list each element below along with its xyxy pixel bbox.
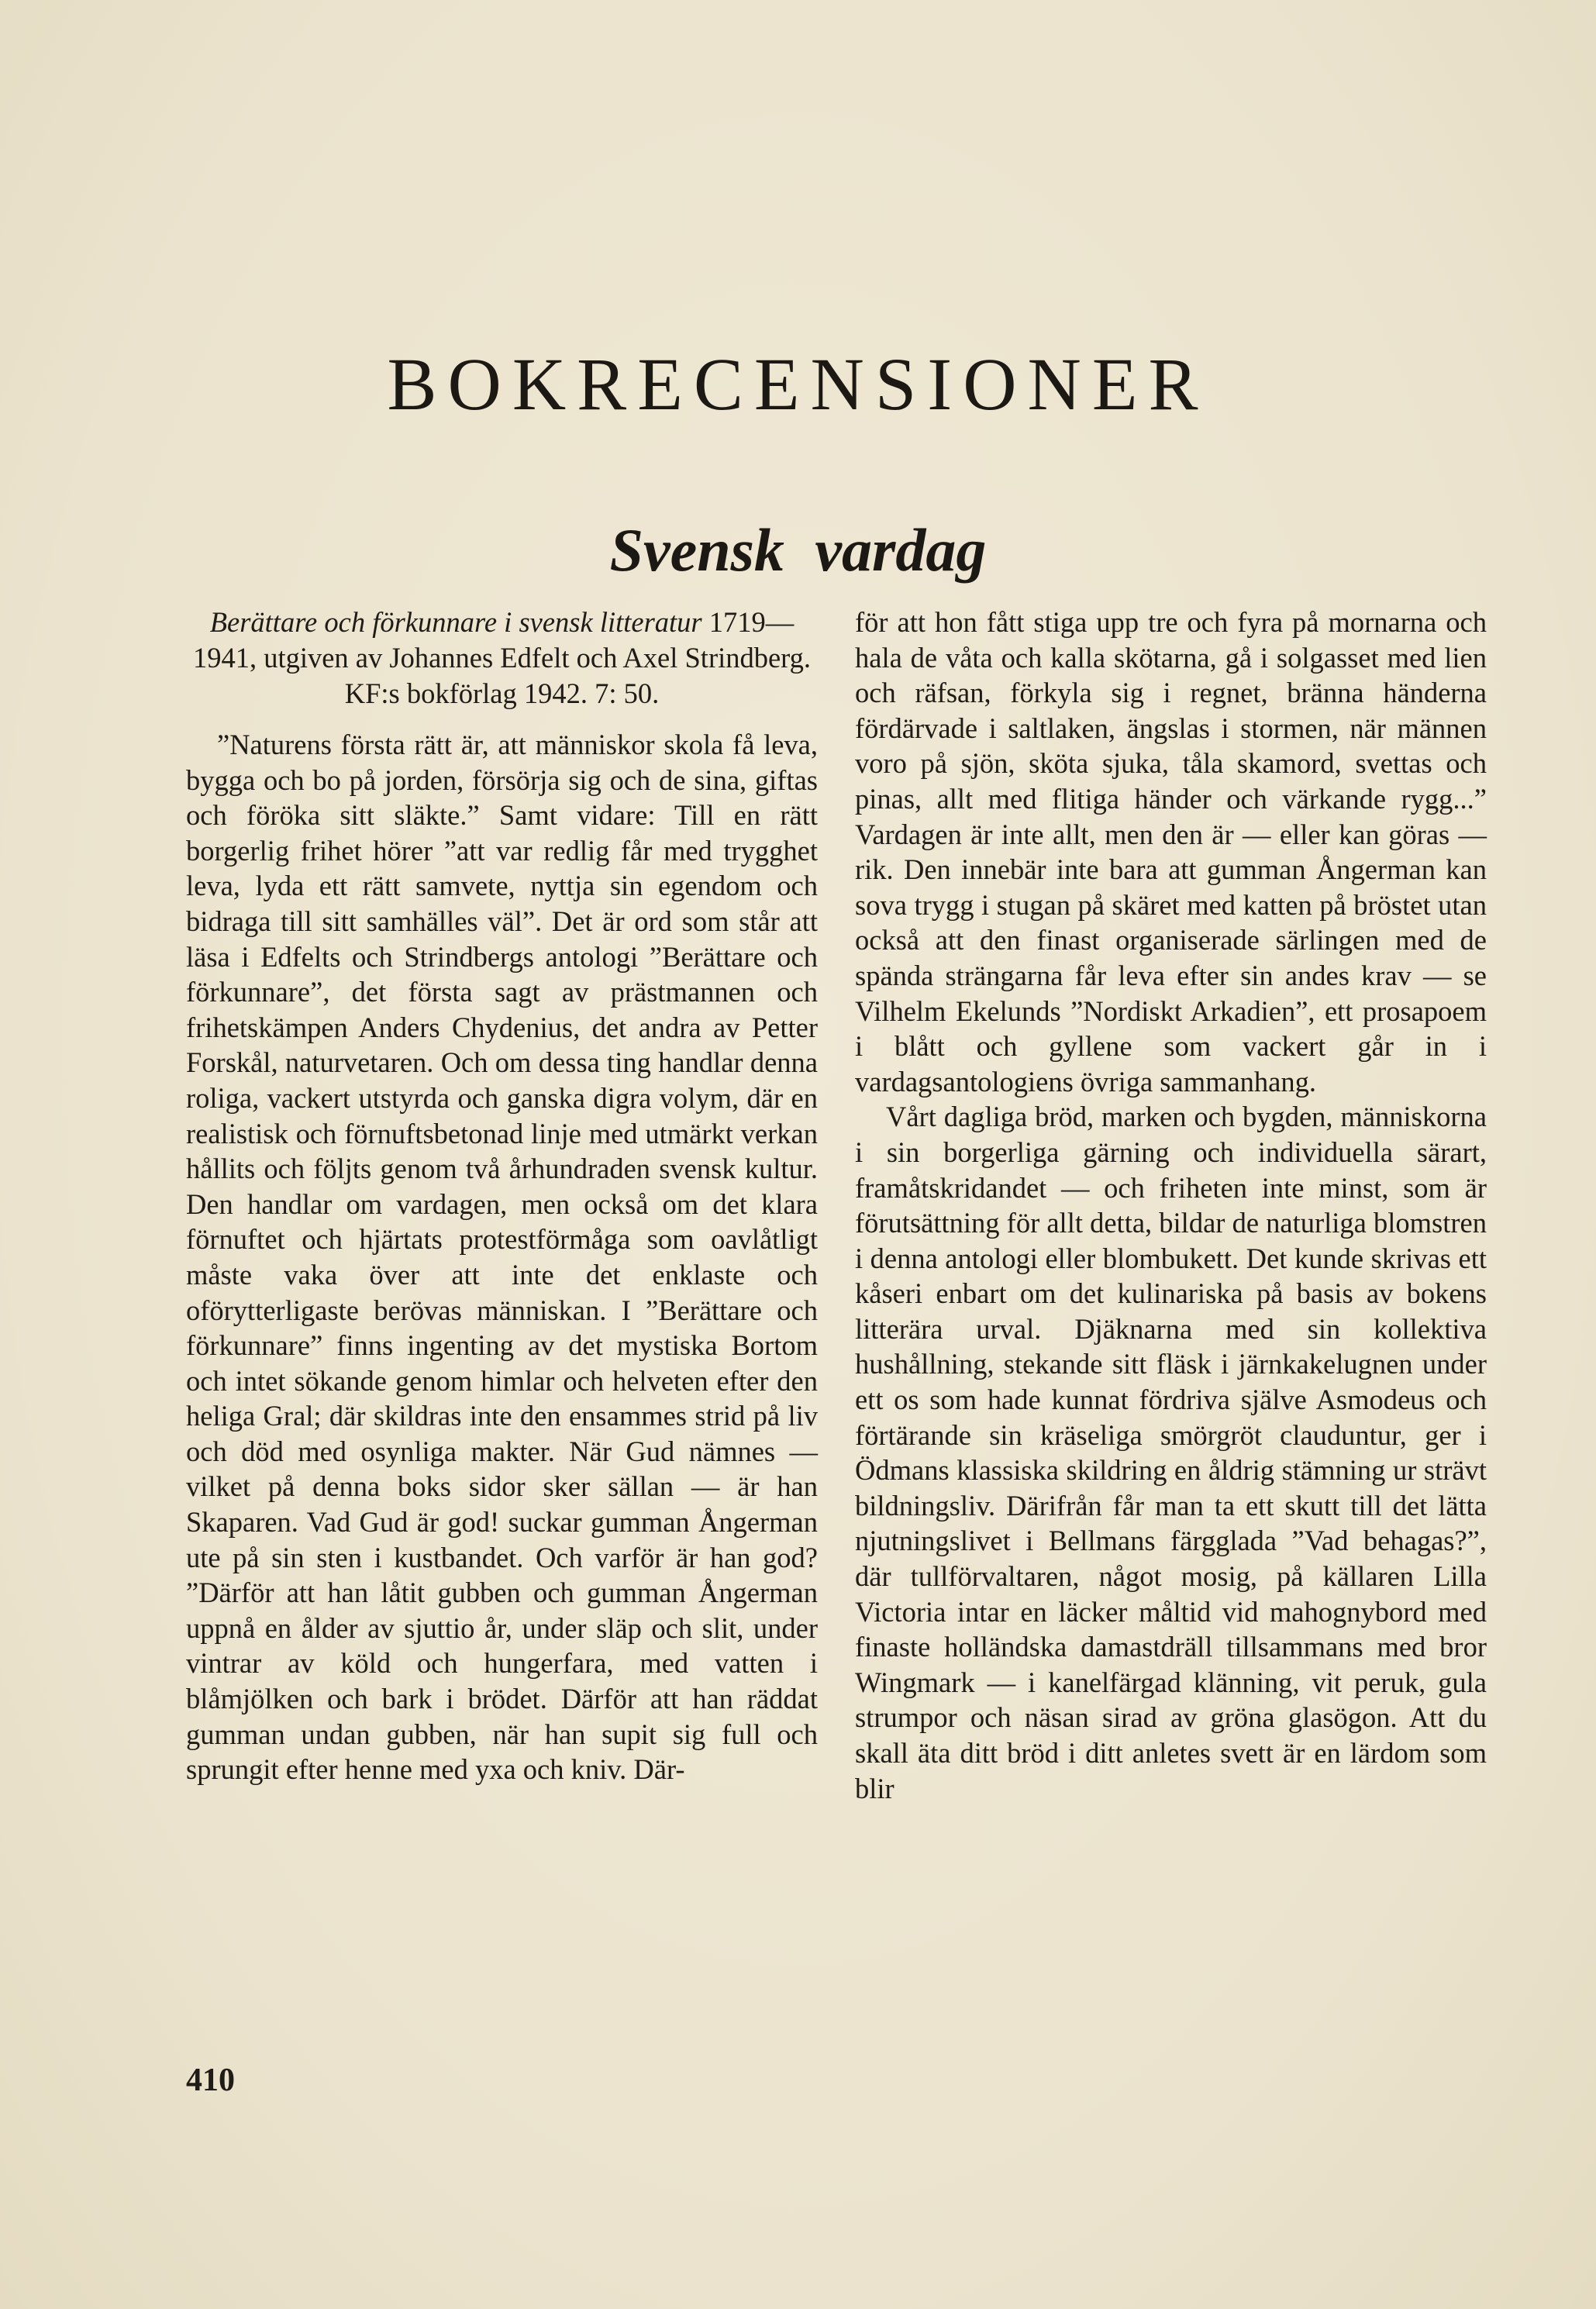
page-number: 410: [186, 2063, 235, 2098]
right-column: [855, 605, 1487, 1806]
body-paragraph: för att hon fått stiga upp tre och fyra på mornarna och hala de våta och kalla skötarna, gå i solgasset med lien och räfsan, förkyla sig i regnet, bränna händerna fördärvade i saltlaken, ängslas i stormen, när männen voro på sjön, sköta sjuka, tåla skamord, svettas och pinas, allt med flitiga händer och värkande rygg...” Vardagen är inte allt, men den är — eller kan göras — rik. Den innebär inte bara att gumman Ångerman kan sova trygg i stugan på skäret med katten på bröstet utan också att den finast organiserade särlingen med de spända strängarna får leva efter sin andes krav — se Vilhelm Ekelunds ”Nordiskt Arkadien”, ett prosapoem i blått och gyllene som vackert går in i vardagsantologiens övriga sammanhang.: [855, 606, 1487, 1098]
body-paragraph: Vårt dagliga bröd, marken och bygden, människorna i sin borgerliga gärning och individuella särart, framåtskridandet — och friheten inte minst, som är förutsättning för allt detta, bildar de naturliga blomstren i denna antologi eller blombukett. Det kunde skrivas ett kåseri enbart om det kulinariska på basis av bokens litterära urval. Djäknarna med sin kollektiva hushållning, stekande sitt fläsk i järnkakelugnen under ett os som hade kunnat fördriva själve Asmodeus och förtärande sin kräseliga smörgröt clauduntur, ger i Ödmans klassiska skildring en åldrig stämning ur strävt bildningsliv. Därifrån får man ta ett skutt till det lätta njutningslivet i Bellmans färgglada ”Vad behagas?”, där tullförvaltaren, något mosig, på källaren Lilla Victoria intar en läcker måltid vid mahognybord med finaste holländska damastdräll tillsammans med bror Wingmark — i kanelfärgad klänning, vit peruk, gula strumpor och näsan sirad av gröna glasögon. Att du skall äta ditt bröd i ditt anletes svett är en lärdom som blir: [855, 1101, 1487, 1804]
section-title: BOKRECENSIONER: [387, 343, 1209, 426]
book-details: 1719—1941, utgiven av Johannes Edfelt och Axel Strindberg. KF:s bokförlag 1942. 7: 50.: [192, 606, 812, 709]
article-title: Svensk vardag: [609, 516, 987, 584]
body-paragraph: ”Naturens första rätt är, att människor skola få leva, bygga och bo på jorden, försörja sig och de sina, giftas och föröka sitt släkte.” Samt vidare: Till en rätt borgerlig frihet hörer ”att var redlig får med trygghet leva, lyda ett rätt samvete, nyttja sin egendom och bidraga till sitt samhälles väl”. Det är ord som står att läsa i Edfelts och Strindbergs antologi ”Berättare och förkunnare”, det första sagt av prästmannen och frihetskämpen Anders Chydenius, det andra av Petter Forskål, naturvetaren. Och om dessa ting handlar denna roliga, vackert utstyrda och ganska digra volym, där en realistisk och förnuftsbetonad linje med utmärkt verkan hållits och följts genom två århundraden svensk kultur. Den handlar om vardagen, men också om det klara förnuftet och hjärtats protestförmåga som oavlåtligt måste vaka över att inte det enklaste och oförytterligaste berövas människan. I ”Berättare och förkunnare” finns ingenting av det mystiska Bortom och intet sökande genom himlar och helveten efter den heliga Gral; där skildras inte den ensammes strid på liv och död med osynliga makter. När Gud nämnes — vilket på denna boks sidor sker sällan — är han Skaparen. Vad Gud är god! suckar gumman Ångerman ute på sin sten i kustbandet. Och varför är han god? ”Därför att han låtit gubben och gumman Ångerman uppnå en ålder av sjuttio år, under släp och slit, under vintrar av köld och hungerfara, med vatten i blåmjölken och bark i brödet. Därför att han räddat gumman undan gubben, när han supit sig full och sprungit efter henne med yxa och kniv. Där-: [186, 729, 818, 1786]
book-reference: [186, 605, 818, 712]
book-title: Berättare och förkunnare i svensk litteratur: [209, 606, 702, 638]
left-column: [186, 605, 818, 1787]
